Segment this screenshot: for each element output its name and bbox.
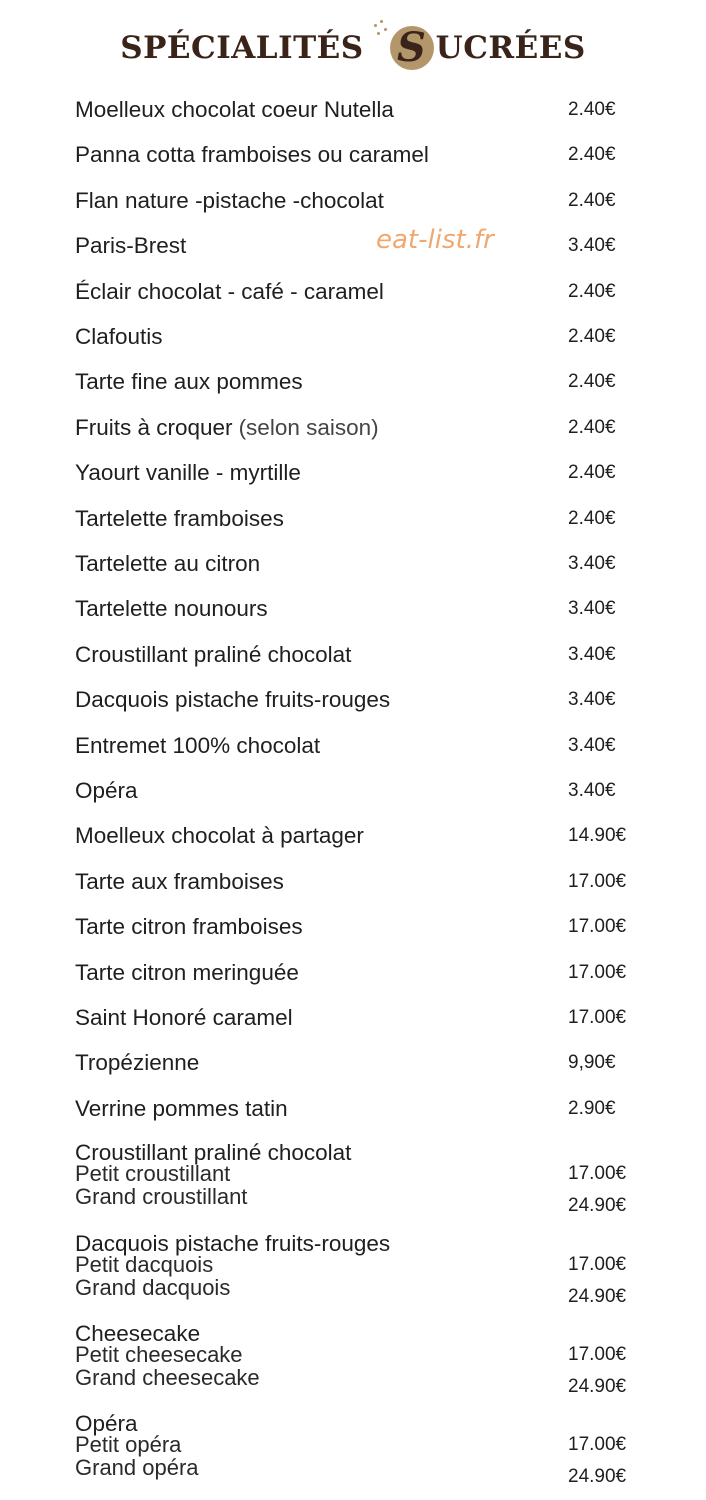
menu-item-price: 3.40€ xyxy=(568,780,616,801)
menu-item xyxy=(75,638,655,672)
menu-option-name: Grand dacquois xyxy=(75,1275,231,1300)
menu-item xyxy=(75,1092,655,1126)
menu-option-price: 17.00€ xyxy=(568,1344,627,1365)
menu-item-name-text: Panna cotta framboises ou caramel xyxy=(75,142,429,168)
menu-item xyxy=(75,365,655,399)
menu-item-name xyxy=(75,547,260,581)
menu-option-price: 24.90€ xyxy=(568,1376,627,1397)
menu-item-name xyxy=(75,93,394,127)
menu-item-price: 3.40€ xyxy=(568,598,616,620)
menu-item-name xyxy=(75,320,163,354)
menu-option-name: Grand cheesecake xyxy=(75,1365,260,1390)
menu-item xyxy=(75,683,655,717)
menu-option-price: 24.90€ xyxy=(568,1286,627,1307)
menu-item-name-text: Saint Honoré caramel xyxy=(75,1005,293,1030)
menu-item-name xyxy=(75,956,299,990)
menu-item xyxy=(75,865,655,899)
menu-item-price: 17.00€ xyxy=(568,916,627,938)
menu-option-price: 24.90€ xyxy=(568,1195,627,1216)
menu-item xyxy=(75,456,655,490)
menu-item xyxy=(75,592,655,626)
menu-item-name xyxy=(75,184,384,218)
menu-item-price: 3.40€ xyxy=(568,689,616,711)
menu-item-name xyxy=(75,229,186,263)
menu-item-name xyxy=(75,275,384,309)
menu-item-price: 3.40€ xyxy=(568,235,616,257)
menu-item-name xyxy=(75,138,429,172)
menu-item-price: 2.40€ xyxy=(568,280,616,302)
menu-item-name xyxy=(75,1092,288,1126)
menu-item-name-text: Moelleux chocolat à partager xyxy=(75,823,364,849)
menu-item-price: 17.00€ xyxy=(568,1007,627,1028)
menu-item xyxy=(75,138,655,172)
menu-item-name xyxy=(75,456,301,490)
menu-item-price: 14.90€ xyxy=(568,825,627,847)
menu-item xyxy=(75,910,655,944)
badge-letter: S xyxy=(396,23,427,71)
menu-item-price: 2.90€ xyxy=(568,1097,616,1119)
menu-option-price: 17.00€ xyxy=(568,1434,627,1455)
menu-item-name-text: Paris-Brest xyxy=(75,233,187,259)
menu-option-name: Petit croustillant xyxy=(75,1161,231,1186)
menu-item-price: 2.40€ xyxy=(568,416,616,438)
menu-item-price: 2.40€ xyxy=(568,371,616,393)
menu-item xyxy=(75,502,655,536)
menu-item-name-text: Entremet 100% chocolat xyxy=(75,732,321,758)
menu-item-price: 2.40€ xyxy=(568,462,616,484)
menu-item-price: 17.00€ xyxy=(568,961,627,983)
menu-item-name-text: Dacquois pistache fruits-rouges xyxy=(75,687,391,713)
menu-item xyxy=(75,411,655,445)
menu-item xyxy=(75,774,655,808)
menu-item-name xyxy=(75,819,364,853)
menu-item-name-text: Verrine pommes tatin xyxy=(75,1095,288,1121)
menu-item-name-text: Fruits à croquer xyxy=(75,414,233,440)
menu-group-name: Cheesecake xyxy=(75,1321,201,1346)
menu-item-name xyxy=(75,910,303,944)
menu-item-name xyxy=(75,1046,199,1080)
menu-item xyxy=(75,184,655,218)
menu-option-price: 17.00€ xyxy=(568,1254,627,1275)
menu-title xyxy=(0,18,706,88)
menu-item-name-text: Moelleux chocolat coeur Nutella xyxy=(75,97,394,122)
menu-item xyxy=(75,819,655,853)
menu-item-name xyxy=(75,502,284,536)
menu-item xyxy=(75,93,655,127)
menu-item-price: 2.40€ xyxy=(568,144,616,166)
menu-item-name-text: Croustillant praliné chocolat xyxy=(75,641,352,667)
menu-item-name xyxy=(75,638,351,672)
menu-item-name-text: Tarte citron meringuée xyxy=(75,959,299,985)
menu-item-name-text: Opéra xyxy=(75,778,138,803)
menu-item-name-text: Yaourt vanille - myrtille xyxy=(75,460,301,486)
menu-item-name-text: Éclair chocolat - café - caramel xyxy=(75,278,384,304)
menu-item-name-text: Tarte aux framboises xyxy=(75,868,284,894)
menu-item-name xyxy=(75,411,379,445)
title-left: SPÉCIALITÉS xyxy=(120,30,364,66)
title-right: UCRÉES xyxy=(435,30,586,66)
menu-option-price: 17.00€ xyxy=(568,1163,627,1184)
sucrees-badge-icon xyxy=(390,23,434,71)
menu-item-name-text: Tarte citron framboises xyxy=(75,914,303,940)
menu-group-name: Dacquois pistache fruits-rouges xyxy=(75,1231,391,1256)
menu-item xyxy=(75,956,655,990)
menu-item-name-text: Tartelette au citron xyxy=(75,551,261,576)
menu-item-price: 2.40€ xyxy=(568,507,616,529)
menu-item-name-text: Clafoutis xyxy=(75,324,163,349)
menu-item-price: 17.00€ xyxy=(568,870,627,892)
menu-item-name xyxy=(75,1001,293,1035)
menu-item xyxy=(75,320,655,354)
menu-item-price: 3.40€ xyxy=(568,643,616,665)
menu-item-price: 3.40€ xyxy=(568,553,616,574)
menu-item-name xyxy=(75,365,303,399)
menu-item xyxy=(75,275,655,309)
menu-option-name: Petit opéra xyxy=(75,1432,182,1457)
menu-option-name: Petit cheesecake xyxy=(75,1342,243,1367)
menu-item xyxy=(75,1001,655,1035)
menu-item-name xyxy=(75,774,138,808)
menu-item-price: 3.40€ xyxy=(568,734,616,756)
menu-option-name: Petit dacquois xyxy=(75,1252,214,1277)
menu-item-price: 2.40€ xyxy=(568,99,616,120)
menu-option-price: 24.90€ xyxy=(568,1466,627,1487)
menu-item-name xyxy=(75,683,390,717)
menu-item xyxy=(75,1046,655,1080)
menu-item-name-text: Tarte fine aux pommes xyxy=(75,369,303,395)
menu-group-name: Croustillant praliné chocolat xyxy=(75,1140,352,1165)
menu-item-price: 2.40€ xyxy=(568,189,616,211)
menu-item-name-text: Tropézienne xyxy=(75,1050,200,1076)
menu-item-name xyxy=(75,729,320,763)
menu-item xyxy=(75,729,655,763)
menu-item-price: 2.40€ xyxy=(568,326,616,347)
menu-option-name: Grand croustillant xyxy=(75,1184,248,1209)
menu-item-name xyxy=(75,865,284,899)
menu-option-name: Grand opéra xyxy=(75,1455,199,1480)
menu-item-name-text: Tartelette nounours xyxy=(75,596,268,622)
menu-item-price: 9,90€ xyxy=(568,1052,616,1074)
menu-item-name-text: Tartelette framboises xyxy=(75,505,284,531)
menu-item-note: (selon saison) xyxy=(238,414,379,440)
menu-item-name xyxy=(75,592,268,626)
menu-item xyxy=(75,547,655,581)
menu-group-name: Opéra xyxy=(75,1411,138,1436)
menu-item xyxy=(75,229,655,263)
menu-item-name-text: Flan nature -pistache -chocolat xyxy=(75,187,384,213)
watermark: eat-list.fr xyxy=(376,225,494,255)
